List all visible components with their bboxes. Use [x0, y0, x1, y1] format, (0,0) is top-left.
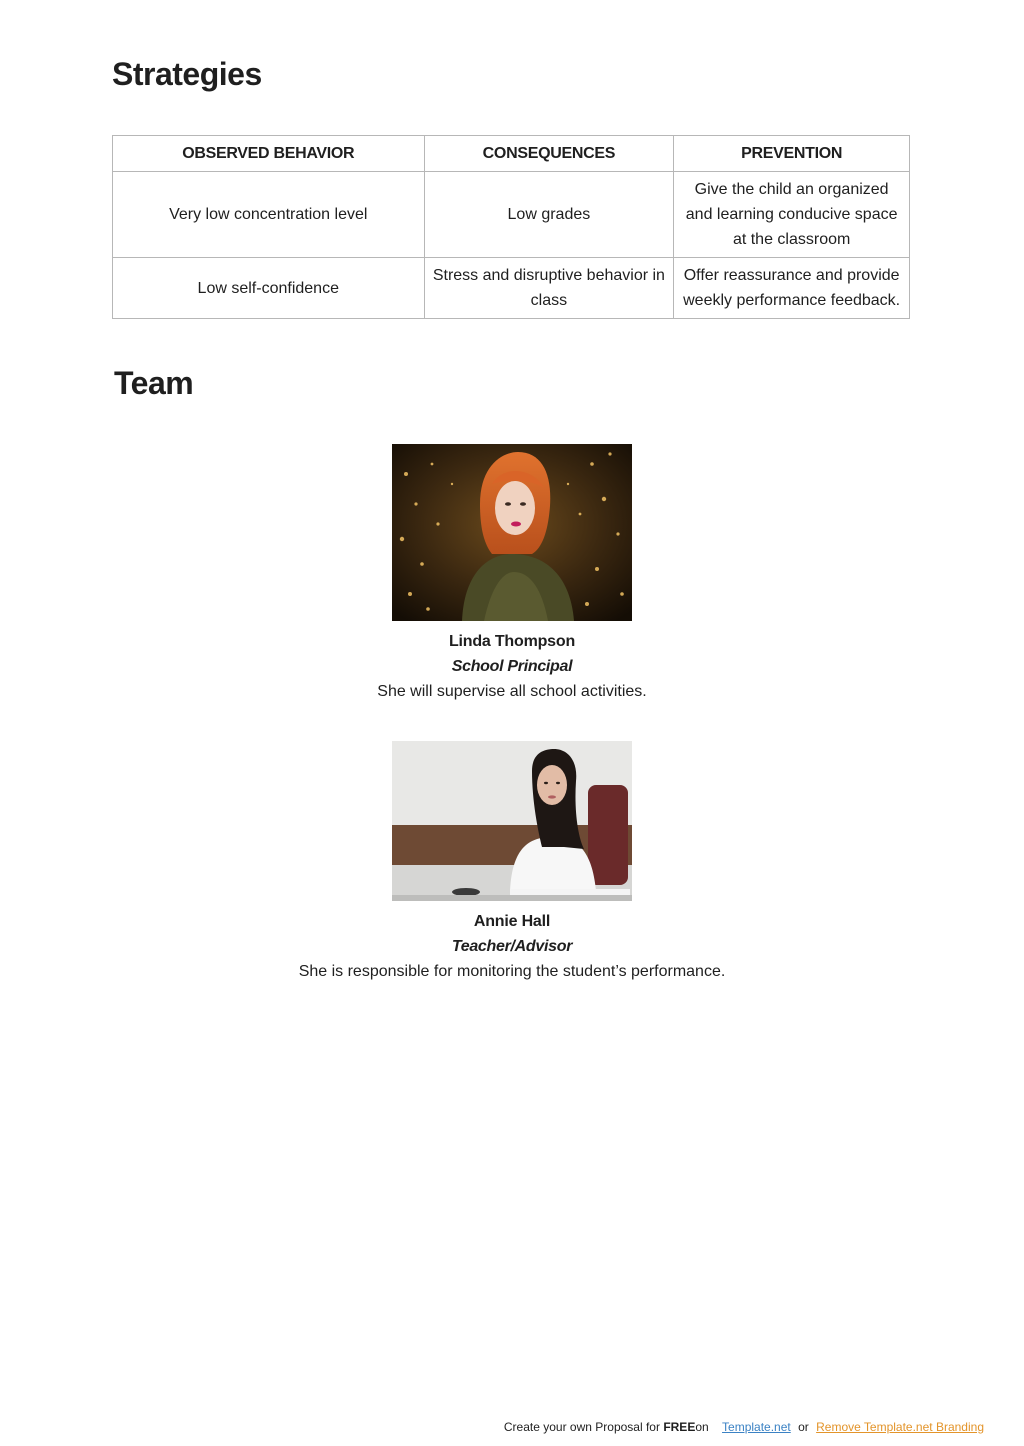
woman-at-desk-photo [392, 741, 632, 901]
table-cell: Give the child an organized and learning conducive space at the classroom [674, 172, 910, 258]
member-name: Annie Hall [473, 913, 551, 930]
table-cell: Stress and disruptive behavior in class [424, 258, 674, 319]
table-header-row [113, 136, 910, 172]
footer-free-text: FREE [663, 1420, 696, 1434]
remove-branding-link[interactable]: Remove Template.net Branding [816, 1420, 984, 1434]
template-net-link[interactable]: Template.net [722, 1420, 791, 1434]
branding-footer [504, 1420, 984, 1434]
strategies-table [112, 135, 910, 319]
footer-or-text: or [798, 1420, 809, 1434]
table-cell: Low self-confidence [113, 258, 425, 319]
column-header-consequences: CONSEQUENCES [424, 136, 674, 172]
column-header-prevention: PREVENTION [674, 136, 910, 172]
table-row [113, 172, 910, 258]
table-row [113, 258, 910, 319]
footer-text: Create your own Proposal for [503, 1420, 660, 1434]
team-heading: Team [114, 365, 194, 401]
member-role: Teacher/Advisor [451, 938, 573, 955]
member-description: She is responsible for monitoring the student’s performance. [298, 963, 726, 980]
table-cell: Low grades [424, 172, 674, 258]
column-header-observed-behavior: OBSERVED BEHAVIOR [113, 136, 425, 172]
member-description: She will supervise all school activities. [377, 683, 647, 700]
footer-on-text: on [695, 1420, 709, 1434]
table-cell: Very low concentration level [113, 172, 425, 258]
woman-red-hair-photo [392, 444, 632, 621]
member-name: Linda Thompson [448, 633, 576, 650]
strategies-heading: Strategies [112, 56, 262, 92]
member-role: School Principal [451, 658, 573, 675]
table-cell: Offer reassurance and provide weekly performance feedback. [674, 258, 910, 319]
